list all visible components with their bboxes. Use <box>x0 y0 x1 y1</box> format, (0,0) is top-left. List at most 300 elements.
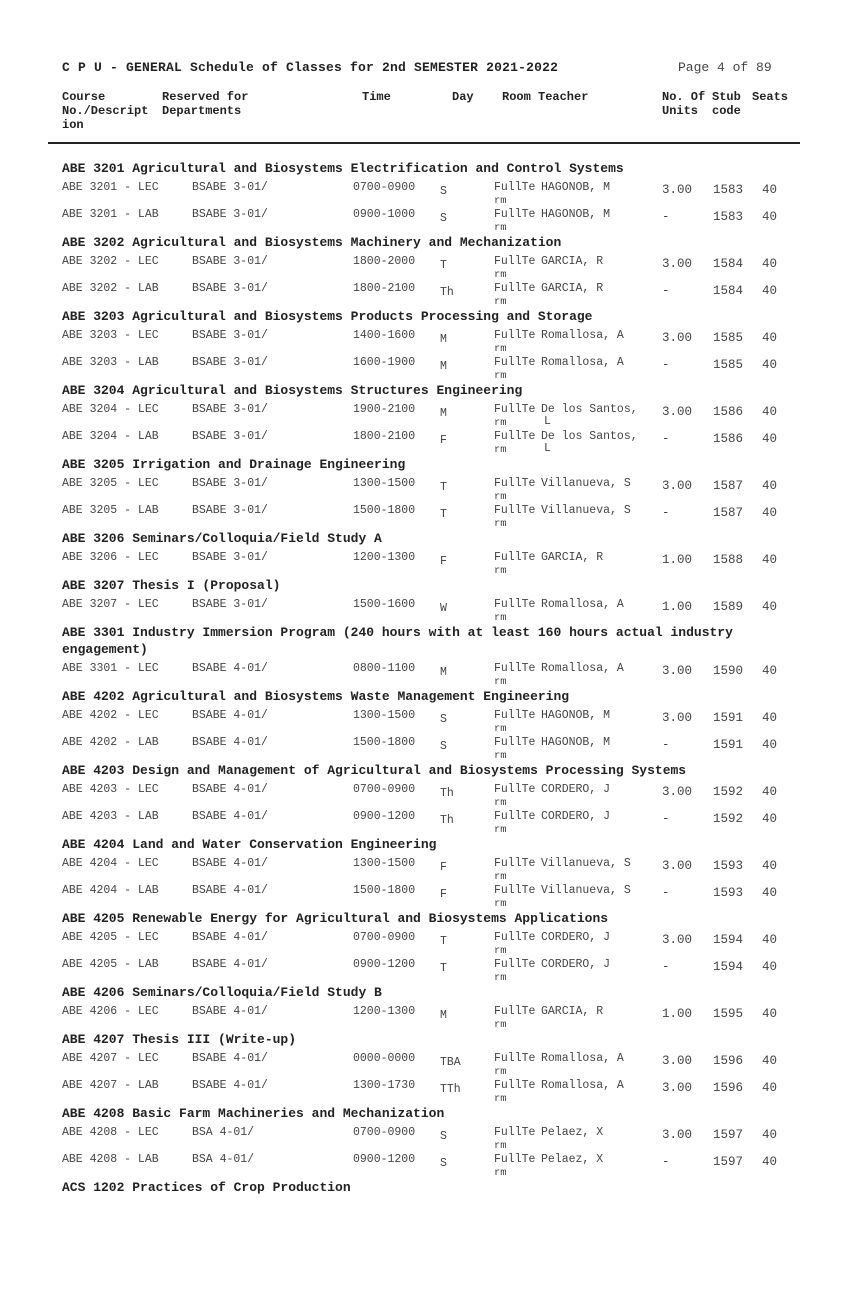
seats: 40 <box>762 1007 778 1021</box>
course-title: ABE 3204 Agricultural and Biosystems Structures Engineering <box>62 383 523 398</box>
class-time: 1800-2100 <box>353 282 416 295</box>
class-day: Th <box>440 814 454 827</box>
room-suffix: rm <box>494 750 507 762</box>
seats: 40 <box>762 1081 778 1095</box>
course-block <box>62 984 802 1029</box>
section-code: ABE 3203 - LAB <box>62 356 159 369</box>
stub-code: 1591 <box>713 738 744 752</box>
class-time: 0000-0000 <box>353 1052 416 1065</box>
section-code: ABE 3202 - LAB <box>62 282 159 295</box>
class-day: S <box>440 713 447 726</box>
class-day: W <box>440 602 447 615</box>
teacher: CORDERO, J <box>541 958 611 971</box>
course-block <box>62 1031 802 1103</box>
section-row <box>62 881 802 908</box>
units: 3.00 <box>662 405 693 419</box>
section-row <box>62 474 802 501</box>
section-row <box>62 928 802 955</box>
teacher: Pelaez, X <box>541 1126 604 1139</box>
teacher: CORDERO, J <box>541 931 611 944</box>
section-code: ABE 4202 - LEC <box>62 709 159 722</box>
room: FullTe <box>494 356 536 369</box>
room-suffix: rm <box>494 195 507 207</box>
room-suffix: rm <box>494 797 507 809</box>
class-day: T <box>440 481 447 494</box>
course-title: ABE 4206 Seminars/Colloquia/Field Study B <box>62 985 382 1000</box>
class-time: 0900-1000 <box>353 208 416 221</box>
class-day: S <box>440 1130 447 1143</box>
column-header-day: Day <box>452 90 474 104</box>
teacher: Villanueva, S <box>541 477 631 490</box>
header-divider <box>48 142 800 144</box>
seats: 40 <box>762 331 778 345</box>
section-code: ABE 3206 - LEC <box>62 551 159 564</box>
room: FullTe <box>494 931 536 944</box>
room: FullTe <box>494 1153 536 1166</box>
stub-code: 1589 <box>713 600 744 614</box>
section-row <box>62 252 802 279</box>
reserved-department: BSABE 3-01/ <box>192 208 268 221</box>
section-row <box>62 400 802 427</box>
room: FullTe <box>494 1005 536 1018</box>
section-code: ABE 4207 - LEC <box>62 1052 159 1065</box>
room-suffix: rm <box>494 296 507 308</box>
units: 1.00 <box>662 553 693 567</box>
reserved-department: BSA 4-01/ <box>192 1153 255 1166</box>
column-header-seats: Seats <box>752 90 789 104</box>
units: 3.00 <box>662 479 693 493</box>
stub-code: 1583 <box>713 183 744 197</box>
column-header-time: Time <box>362 90 391 104</box>
room: FullTe <box>494 810 536 823</box>
reserved-department: BSABE 3-01/ <box>192 551 268 564</box>
section-code: ABE 3201 - LEC <box>62 181 159 194</box>
reserved-department: BSABE 4-01/ <box>192 1052 268 1065</box>
class-time: 1500-1800 <box>353 736 416 749</box>
stub-code: 1587 <box>713 479 744 493</box>
stub-code: 1588 <box>713 553 744 567</box>
class-time: 1300-1500 <box>353 477 416 490</box>
room-suffix: rm <box>494 612 507 624</box>
section-row <box>62 548 802 575</box>
column-header-reserved: Reserved for Departments <box>162 90 249 118</box>
stub-code: 1597 <box>713 1128 744 1142</box>
class-day: Th <box>440 286 454 299</box>
course-block <box>62 577 802 622</box>
units: - <box>662 358 670 372</box>
course-title: ABE 4205 Renewable Energy for Agricultural and Biosystems Applications <box>62 911 609 926</box>
column-header-units: No. Of Units <box>662 90 706 118</box>
teacher: GARCIA, R <box>541 255 604 268</box>
seats: 40 <box>762 284 778 298</box>
stub-code: 1596 <box>713 1081 744 1095</box>
room: FullTe <box>494 958 536 971</box>
teacher: Romallosa, A <box>541 356 624 369</box>
reserved-department: BSABE 4-01/ <box>192 810 268 823</box>
seats: 40 <box>762 960 778 974</box>
teacher: Villanueva, S <box>541 884 631 897</box>
column-header-room-teacher: Room Teacher <box>502 90 589 104</box>
teacher: GARCIA, R <box>541 551 604 564</box>
reserved-department: BSABE 3-01/ <box>192 477 268 490</box>
teacher: Romallosa, A <box>541 1079 624 1092</box>
room-suffix: rm <box>494 1019 507 1031</box>
room-suffix: rm <box>494 491 507 503</box>
teacher: Pelaez, X <box>541 1153 604 1166</box>
class-time: 0700-0900 <box>353 181 416 194</box>
teacher-initial: L <box>544 415 551 428</box>
room: FullTe <box>494 329 536 342</box>
class-time: 1300-1730 <box>353 1079 416 1092</box>
units: 3.00 <box>662 1128 693 1142</box>
section-row <box>62 427 802 454</box>
course-title: ABE 3206 Seminars/Colloquia/Field Study A <box>62 531 382 546</box>
room: FullTe <box>494 477 536 490</box>
units: - <box>662 284 670 298</box>
section-row <box>62 1123 802 1150</box>
section-row <box>62 595 802 622</box>
stub-code: 1585 <box>713 358 744 372</box>
stub-code: 1596 <box>713 1054 744 1068</box>
stub-code: 1586 <box>713 405 744 419</box>
class-time: 0900-1200 <box>353 1153 416 1166</box>
room-suffix: rm <box>494 972 507 984</box>
teacher: CORDERO, J <box>541 810 611 823</box>
units: 3.00 <box>662 664 693 678</box>
class-day: M <box>440 1009 447 1022</box>
stub-code: 1594 <box>713 933 744 947</box>
section-row <box>62 854 802 881</box>
stub-code: 1585 <box>713 331 744 345</box>
course-block <box>62 234 802 306</box>
column-header-course: Course No./Descript ion <box>62 90 149 132</box>
room-suffix: rm <box>494 1066 507 1078</box>
units: - <box>662 960 670 974</box>
room-suffix: rm <box>494 518 507 530</box>
seats: 40 <box>762 600 778 614</box>
course-title: ABE 3301 Industry Immersion Program (240 hours with at least 160 hours actual industry engagement) <box>62 625 733 657</box>
seats: 40 <box>762 785 778 799</box>
stub-code: 1584 <box>713 284 744 298</box>
seats: 40 <box>762 933 778 947</box>
column-header-stub: Stub code <box>712 90 741 118</box>
reserved-department: BSABE 4-01/ <box>192 884 268 897</box>
teacher: Villanueva, S <box>541 504 631 517</box>
seats: 40 <box>762 358 778 372</box>
units: 3.00 <box>662 933 693 947</box>
room: FullTe <box>494 403 536 416</box>
room: FullTe <box>494 181 536 194</box>
course-block <box>62 762 802 834</box>
section-row <box>62 178 802 205</box>
reserved-department: BSABE 3-01/ <box>192 403 268 416</box>
units: - <box>662 210 670 224</box>
room-suffix: rm <box>494 269 507 281</box>
class-day: F <box>440 888 447 901</box>
course-title: ABE 4203 Design and Management of Agricultural and Biosystems Processing Systems <box>62 763 687 778</box>
units: 3.00 <box>662 1054 693 1068</box>
section-code: ABE 3203 - LEC <box>62 329 159 342</box>
course-block <box>62 624 802 686</box>
section-code: ABE 4207 - LAB <box>62 1079 159 1092</box>
reserved-department: BSABE 4-01/ <box>192 736 268 749</box>
seats: 40 <box>762 432 778 446</box>
teacher: HAGONOB, M <box>541 709 611 722</box>
class-time: 1400-1600 <box>353 329 416 342</box>
stub-code: 1590 <box>713 664 744 678</box>
room-suffix: rm <box>494 1093 507 1105</box>
room: FullTe <box>494 857 536 870</box>
room-suffix: rm <box>494 444 507 456</box>
reserved-department: BSABE 4-01/ <box>192 1079 268 1092</box>
room: FullTe <box>494 884 536 897</box>
stub-code: 1597 <box>713 1155 744 1169</box>
seats: 40 <box>762 812 778 826</box>
section-row <box>62 1049 802 1076</box>
reserved-department: BSABE 3-01/ <box>192 329 268 342</box>
seats: 40 <box>762 479 778 493</box>
room: FullTe <box>494 1079 536 1092</box>
course-title: ABE 3203 Agricultural and Biosystems Products Processing and Storage <box>62 309 593 324</box>
class-day: Th <box>440 787 454 800</box>
class-time: 1200-1300 <box>353 1005 416 1018</box>
class-day: F <box>440 555 447 568</box>
room: FullTe <box>494 783 536 796</box>
seats: 40 <box>762 1054 778 1068</box>
course-title: ABE 4208 Basic Farm Machineries and Mechanization <box>62 1106 445 1121</box>
units: 3.00 <box>662 1081 693 1095</box>
stub-code: 1595 <box>713 1007 744 1021</box>
section-row <box>62 279 802 306</box>
class-day: M <box>440 666 447 679</box>
stub-code: 1584 <box>713 257 744 271</box>
section-code: ABE 4208 - LAB <box>62 1153 159 1166</box>
teacher: Romallosa, A <box>541 1052 624 1065</box>
reserved-department: BSABE 3-01/ <box>192 181 268 194</box>
teacher: HAGONOB, M <box>541 181 611 194</box>
room-suffix: rm <box>494 417 507 429</box>
reserved-department: BSABE 4-01/ <box>192 857 268 870</box>
room: FullTe <box>494 1126 536 1139</box>
class-day: S <box>440 212 447 225</box>
room-suffix: rm <box>494 945 507 957</box>
stub-code: 1593 <box>713 886 744 900</box>
teacher-initial: L <box>544 442 551 455</box>
course-block <box>62 530 802 575</box>
room-suffix: rm <box>494 676 507 688</box>
room: FullTe <box>494 736 536 749</box>
section-code: ABE 3207 - LEC <box>62 598 159 611</box>
course-title: ABE 3207 Thesis I (Proposal) <box>62 578 281 593</box>
reserved-department: BSABE 4-01/ <box>192 958 268 971</box>
room: FullTe <box>494 255 536 268</box>
units: - <box>662 506 670 520</box>
units: - <box>662 1155 670 1169</box>
room: FullTe <box>494 551 536 564</box>
teacher: De los Santos, <box>541 403 638 416</box>
class-time: 1500-1600 <box>353 598 416 611</box>
course-block <box>62 688 802 760</box>
seats: 40 <box>762 405 778 419</box>
course-block <box>62 382 802 454</box>
class-time: 1800-2000 <box>353 255 416 268</box>
class-day: T <box>440 259 447 272</box>
course-title: ABE 4202 Agricultural and Biosystems Waste Management Engineering <box>62 689 570 704</box>
course-block <box>62 1179 802 1196</box>
room-suffix: rm <box>494 370 507 382</box>
page-title: C P U - GENERAL Schedule of Classes for 2nd SEMESTER 2021-2022 <box>62 60 559 75</box>
class-day: T <box>440 962 447 975</box>
units: - <box>662 886 670 900</box>
class-day: F <box>440 434 447 447</box>
room: FullTe <box>494 598 536 611</box>
teacher: Romallosa, A <box>541 662 624 675</box>
class-time: 1500-1800 <box>353 884 416 897</box>
course-title: ABE 4204 Land and Water Conservation Engineering <box>62 837 437 852</box>
stub-code: 1591 <box>713 711 744 725</box>
section-row <box>62 205 802 232</box>
seats: 40 <box>762 553 778 567</box>
section-code: ABE 4205 - LEC <box>62 931 159 944</box>
units: 3.00 <box>662 183 693 197</box>
teacher: GARCIA, R <box>541 282 604 295</box>
teacher: GARCIA, R <box>541 1005 604 1018</box>
class-time: 0900-1200 <box>353 810 416 823</box>
seats: 40 <box>762 1155 778 1169</box>
room: FullTe <box>494 430 536 443</box>
section-row <box>62 659 802 686</box>
reserved-department: BSABE 3-01/ <box>192 282 268 295</box>
room-suffix: rm <box>494 1140 507 1152</box>
section-row <box>62 955 802 982</box>
seats: 40 <box>762 1128 778 1142</box>
section-code: ABE 3205 - LEC <box>62 477 159 490</box>
units: 3.00 <box>662 331 693 345</box>
room: FullTe <box>494 208 536 221</box>
room: FullTe <box>494 709 536 722</box>
class-time: 1600-1900 <box>353 356 416 369</box>
seats: 40 <box>762 664 778 678</box>
seats: 40 <box>762 859 778 873</box>
class-day: TTh <box>440 1083 461 1096</box>
section-row <box>62 780 802 807</box>
reserved-department: BSABE 4-01/ <box>192 931 268 944</box>
room-suffix: rm <box>494 343 507 355</box>
class-day: TBA <box>440 1056 461 1069</box>
seats: 40 <box>762 257 778 271</box>
section-row <box>62 501 802 528</box>
teacher: De los Santos, <box>541 430 638 443</box>
section-code: ABE 4208 - LEC <box>62 1126 159 1139</box>
room: FullTe <box>494 504 536 517</box>
units: 3.00 <box>662 785 693 799</box>
room: FullTe <box>494 1052 536 1065</box>
section-row <box>62 353 802 380</box>
course-block <box>62 160 802 232</box>
course-block <box>62 836 802 908</box>
units: 1.00 <box>662 600 693 614</box>
seats: 40 <box>762 738 778 752</box>
room: FullTe <box>494 662 536 675</box>
section-code: ABE 4203 - LEC <box>62 783 159 796</box>
class-time: 1800-2100 <box>353 430 416 443</box>
room-suffix: rm <box>494 871 507 883</box>
reserved-department: BSABE 3-01/ <box>192 430 268 443</box>
class-time: 1500-1800 <box>353 504 416 517</box>
course-block <box>62 910 802 982</box>
course-title: ABE 3201 Agricultural and Biosystems Electrification and Control Systems <box>62 161 624 176</box>
teacher: Romallosa, A <box>541 598 624 611</box>
section-row <box>62 1150 802 1177</box>
section-row <box>62 706 802 733</box>
units: - <box>662 432 670 446</box>
section-code: ABE 4206 - LEC <box>62 1005 159 1018</box>
class-time: 0900-1200 <box>353 958 416 971</box>
room-suffix: rm <box>494 898 507 910</box>
class-day: S <box>440 185 447 198</box>
section-row <box>62 326 802 353</box>
reserved-department: BSABE 4-01/ <box>192 662 268 675</box>
class-day: M <box>440 333 447 346</box>
room-suffix: rm <box>494 565 507 577</box>
section-code: ABE 4205 - LAB <box>62 958 159 971</box>
page-number: Page 4 of 89 <box>678 60 772 75</box>
teacher: Villanueva, S <box>541 857 631 870</box>
seats: 40 <box>762 210 778 224</box>
units: 1.00 <box>662 1007 693 1021</box>
stub-code: 1592 <box>713 812 744 826</box>
room: FullTe <box>494 282 536 295</box>
course-title: ABE 4207 Thesis III (Write-up) <box>62 1032 297 1047</box>
units: - <box>662 812 670 826</box>
reserved-department: BSA 4-01/ <box>192 1126 255 1139</box>
course-title: ABE 3205 Irrigation and Drainage Engineering <box>62 457 406 472</box>
stub-code: 1583 <box>713 210 744 224</box>
class-day: F <box>440 861 447 874</box>
section-row <box>62 1076 802 1103</box>
reserved-department: BSABE 3-01/ <box>192 255 268 268</box>
reserved-department: BSABE 4-01/ <box>192 709 268 722</box>
section-code: ABE 4202 - LAB <box>62 736 159 749</box>
teacher: HAGONOB, M <box>541 208 611 221</box>
section-code: ABE 3205 - LAB <box>62 504 159 517</box>
course-block <box>62 308 802 380</box>
room-suffix: rm <box>494 723 507 735</box>
stub-code: 1594 <box>713 960 744 974</box>
section-row <box>62 807 802 834</box>
course-block <box>62 1105 802 1177</box>
reserved-department: BSABE 4-01/ <box>192 783 268 796</box>
class-day: T <box>440 508 447 521</box>
class-day: M <box>440 360 447 373</box>
room-suffix: rm <box>494 824 507 836</box>
teacher: Romallosa, A <box>541 329 624 342</box>
section-code: ABE 3204 - LAB <box>62 430 159 443</box>
reserved-department: BSABE 4-01/ <box>192 1005 268 1018</box>
section-row <box>62 1002 802 1029</box>
section-code: ABE 4204 - LEC <box>62 857 159 870</box>
stub-code: 1587 <box>713 506 744 520</box>
units: 3.00 <box>662 257 693 271</box>
section-code: ABE 3301 - LEC <box>62 662 159 675</box>
section-code: ABE 4204 - LAB <box>62 884 159 897</box>
class-time: 1300-1500 <box>353 857 416 870</box>
stub-code: 1586 <box>713 432 744 446</box>
class-day: M <box>440 407 447 420</box>
section-code: ABE 3204 - LEC <box>62 403 159 416</box>
seats: 40 <box>762 886 778 900</box>
teacher: CORDERO, J <box>541 783 611 796</box>
